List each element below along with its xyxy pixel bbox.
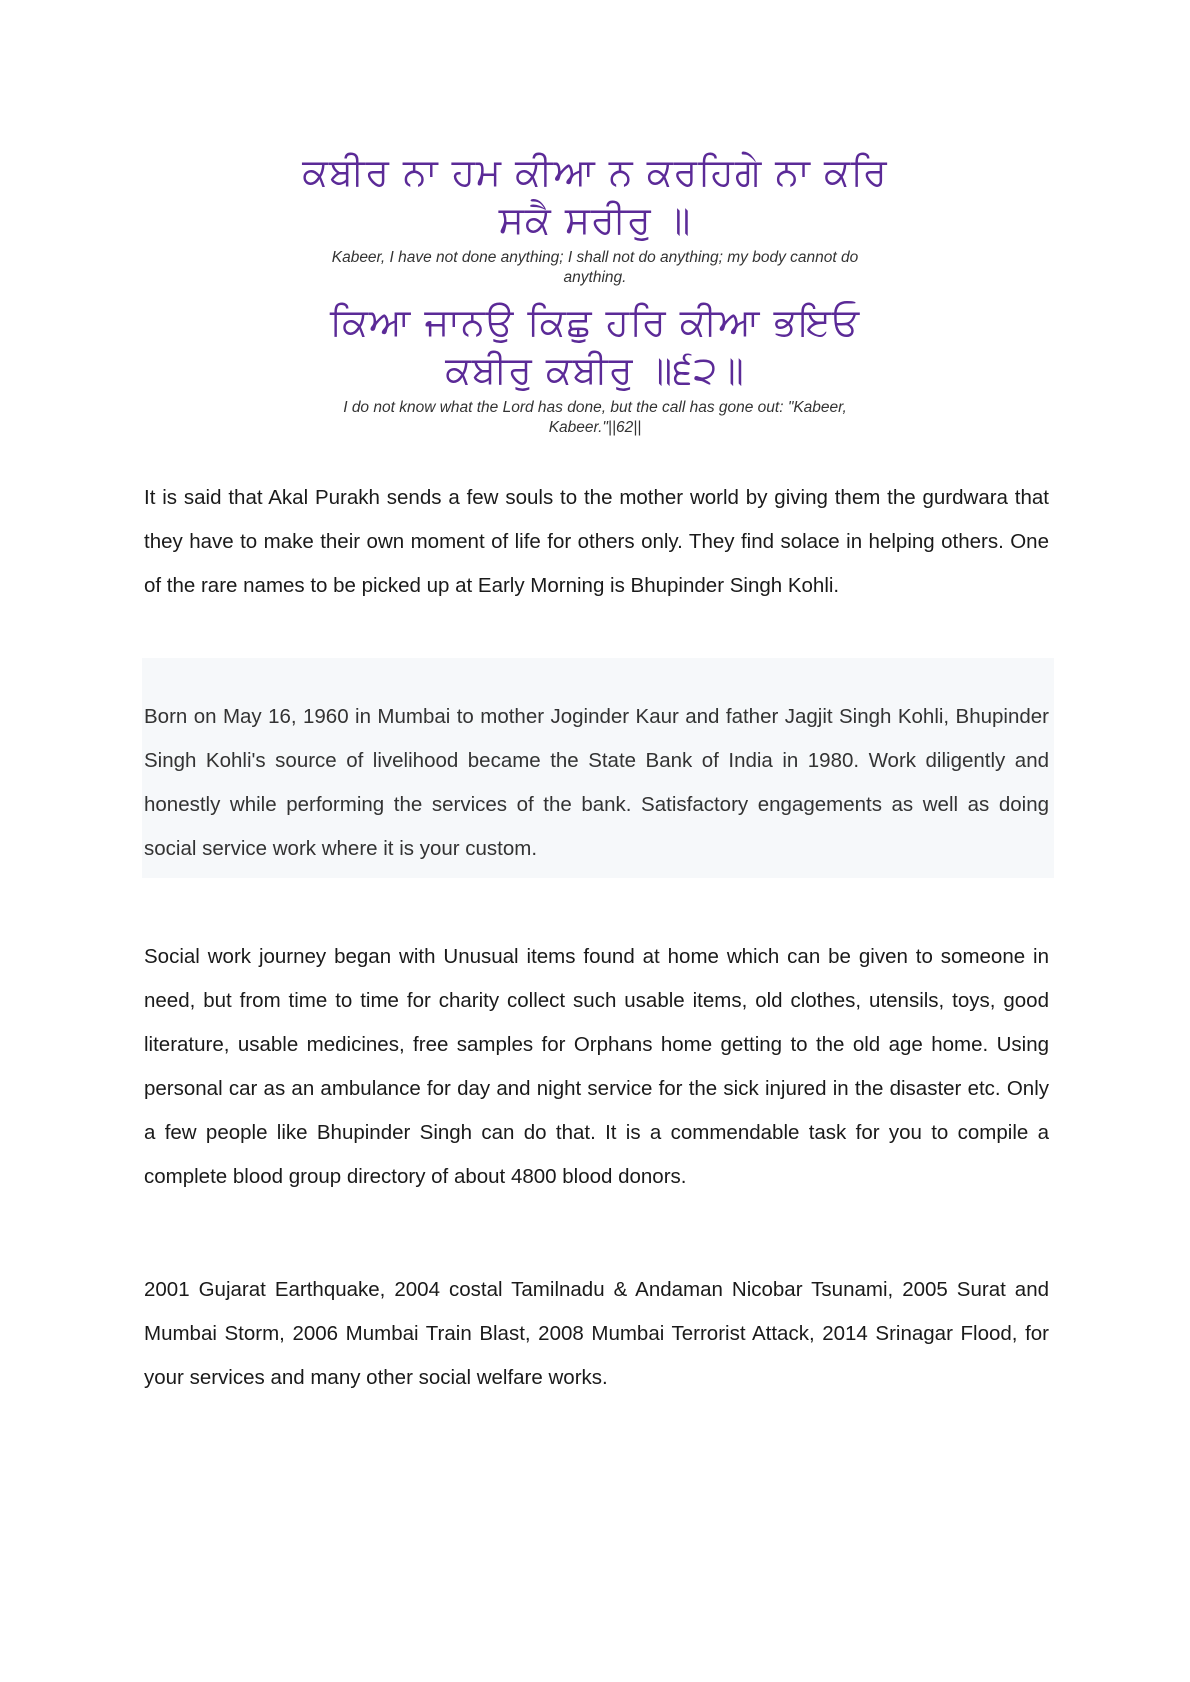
social-work-paragraph: Social work journey began with Unusual items found at home which can be given to someone in need, but from time to time for charity collect such usable items, old clothes, utensils, toys, good literature, usable medicines, free samples for Orphans home getting to the old age home. Using personal car as an ambulance for day and night service for the sick injured in the disaster etc. Only a few people like Bhupinder Singh can do that. It is a commendable task for you to compile a complete blood group directory of about 4800 blood donors. [144,945,1049,1188]
translation-verse-2: I do not know what the Lord has done, but the call has gone out: "Kabeer, Kabeer."||62|| [343,399,847,436]
gurmukhi-verse-1: ਕਬੀਰ ਨਾ ਹਮ ਕੀਆ ਨ ਕਰਹਿਗੇ ਨਾ ਕਰਿ ਸਕੈ ਸਰੀਰੁ ॥ [302,150,888,242]
intro-paragraph: It is said that Akal Purakh sends a few souls to the mother world by giving them the gurdwara that they have to make their own moment of life for others only. They find solace in helping others. One of the rare names to be picked up at Early Morning is Bhupinder Singh Kohli. [144,486,1049,597]
verse-block-2 [300,298,890,438]
gurmukhi-verse-2: ਕਿਆ ਜਾਨਉ ਕਿਛੁ ਹਰਿ ਕੀਆ ਭਇਓ ਕਬੀਰੁ ਕਬੀਰੁ ॥੬੨॥ [329,300,861,392]
biography-paragraph: Born on May 16, 1960 in Mumbai to mother Joginder Kaur and father Jagjit Singh Kohli, Bhupinder Singh Kohli's source of livelihood became the State Bank of India in 1980. Work diligently and honestly while performing the services of the bank. Satisfactory engagements as well as doing social service work where it is your custom. [144,705,1049,860]
translation-verse-1: Kabeer, I have not done anything; I shall not do anything; my body cannot do anything. [331,249,859,286]
disaster-services-paragraph: 2001 Gujarat Earthquake, 2004 costal Tamilnadu & Andaman Nicobar Tsunami, 2005 Surat and Mumbai Storm, 2006 Mumbai Train Blast, 2008 Mumbai Terrorist Attack, 2014 Srinagar Flood, for your services and many other social welfare works. [144,1278,1049,1389]
verse-block-1 [300,148,890,288]
